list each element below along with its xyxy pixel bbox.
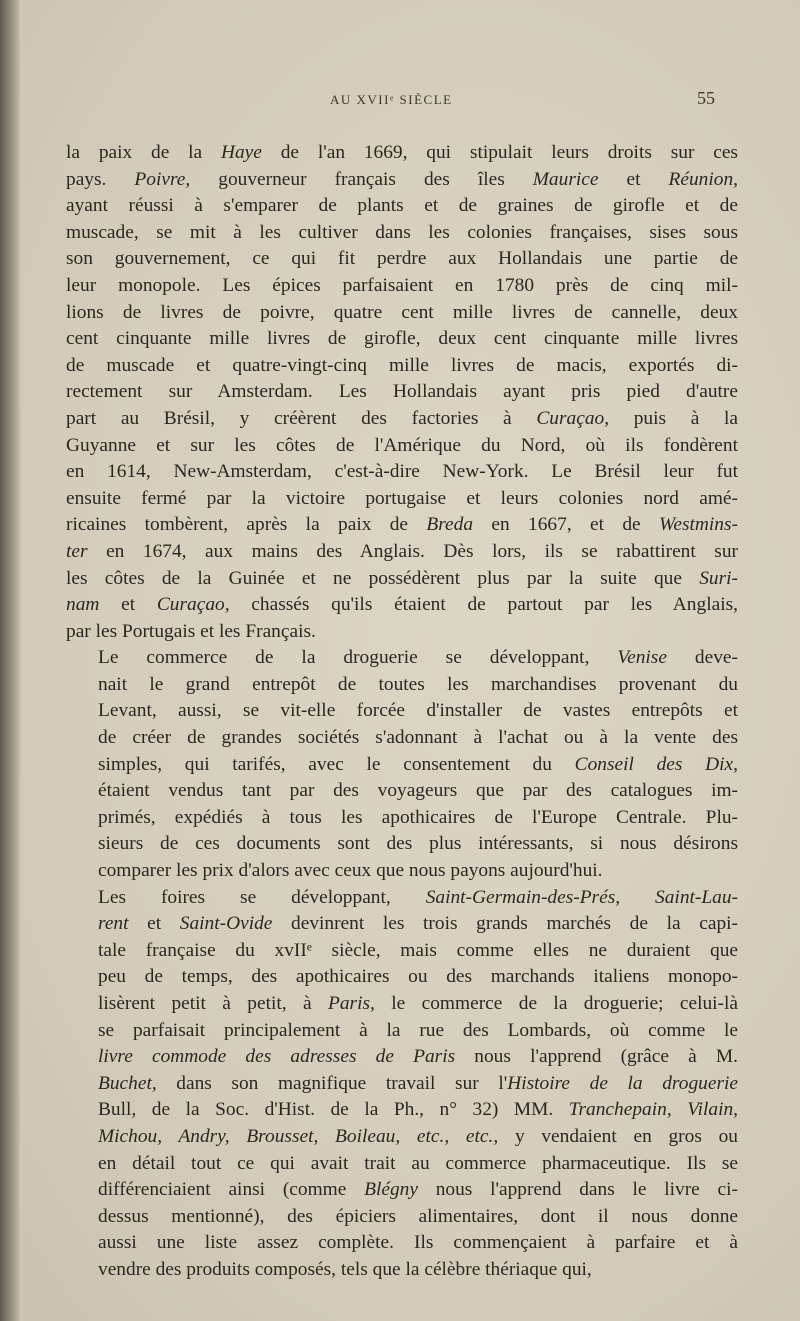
- text-line: ricaines tombèrent, après la paix de Breda en 1667, et de Westmins-: [66, 514, 739, 536]
- text-line: ter en 1674, aux mains des Anglais. Dès lors, ils se rabattirent sur: [66, 540, 738, 562]
- text-line: différenciaient ainsi (comme Blégny nous l'apprend dans le livre ci-: [98, 1179, 738, 1201]
- text-line: les côtes de la Guinée et ne possédèrent plus par la suite que Suri-: [66, 567, 738, 589]
- text-line: peu de temps, des apothicaires ou des marchands italiens monopo-: [98, 966, 738, 988]
- text-line: pays. Poivre, gouverneur français des îles Maurice et Réunion,: [66, 168, 738, 190]
- text-line: Levant, aussi, se vit-elle forcée d'installer de vastes entrepôts et: [98, 700, 738, 722]
- text-line: lions de livres de poivre, quatre cent mille livres de cannelle, deux: [66, 301, 738, 323]
- text-line: Michou, Andry, Brousset, Boileau, etc., etc., y vendaient en gros ou: [98, 1125, 738, 1147]
- text-line: ensuite fermé par la victoire portugaise et leurs colonies nord amé-: [66, 487, 738, 509]
- text-line: en détail tout ce qui avait trait au commerce pharmaceutique. Ils se: [98, 1152, 738, 1174]
- text-line: simples, qui tarifés, avec le consentement du Conseil des Dix,: [98, 753, 738, 775]
- text-line: muscade, se mit à les cultiver dans les colonies françaises, sises sous: [66, 221, 738, 243]
- body-text: [66, 140, 738, 1284]
- running-head-title: AU XVIIᵉ SIÈCLE: [330, 92, 453, 107]
- text-line: tale française du xvIIᵉ siècle, mais comme elles ne duraient que: [98, 939, 738, 961]
- text-line: la paix de la Haye de l'an 1669, qui stipulait leurs droits sur ces: [66, 142, 738, 163]
- text-line: se parfaisait principalement à la rue des Lombards, où comme le: [98, 1019, 738, 1041]
- page-number: 55: [697, 88, 715, 108]
- text-line: Buchet, dans son magnifique travail sur l'Histoire de la droguerie: [98, 1072, 738, 1094]
- paragraph: [66, 645, 738, 884]
- text-line: dessus mentionné), des épiciers alimentaires, dont il nous donne: [98, 1205, 738, 1227]
- text-line: rent et Saint-Ovide devinrent les trois grands marchés de la capi-: [98, 913, 738, 935]
- text-line: nait le grand entrepôt de toutes les marchandises provenant du: [98, 673, 738, 695]
- text-line: cent cinquante mille livres de girofle, deux cent cinquante mille livres: [66, 328, 738, 350]
- text-line: sieurs de ces documents sont des plus intéressants, si nous désirons: [98, 833, 738, 855]
- running-head: [0, 88, 800, 116]
- text-line: ayant réussi à s'emparer de plants et de graines de girofle et de: [66, 195, 738, 217]
- text-line: son gouvernement, ce qui fit perdre aux Hollandais une partie de: [66, 248, 738, 270]
- text-line: Les foires se développant, Saint-Germain-des-Prés, Saint-Lau-: [98, 886, 738, 908]
- text-line: en 1614, New-Amsterdam, c'est-à-dire New-York. Le Brésil leur fut: [66, 461, 738, 483]
- text-line: comparer les prix d'alors avec ceux que nous payons aujourd'hui.: [98, 860, 603, 882]
- text-line: de créer de grandes sociétés s'adonnant à l'achat ou à la vente des: [98, 727, 738, 749]
- text-line: lisèrent petit à petit, à Paris, le commerce de la droguerie; celui-là: [98, 993, 739, 1014]
- text-line: rectement sur Amsterdam. Les Hollandais ayant pris pied d'autre: [66, 381, 738, 403]
- text-line: vendre des produits composés, tels que la célèbre thériaque qui,: [98, 1258, 592, 1280]
- text-line: aussi une liste assez complète. Ils commençaient à parfaire et à: [98, 1232, 738, 1254]
- text-line: étaient vendus tant par des voyageurs que par des catalogues im-: [98, 780, 738, 802]
- paragraph: [66, 885, 738, 1284]
- text-line: leur monopole. Les épices parfaisaient en 1780 près de cinq mil-: [66, 274, 738, 296]
- book-spine-shadow: [0, 0, 22, 1321]
- text-line: primés, expédiés à tous les apothicaires de l'Europe Centrale. Plu-: [98, 806, 738, 828]
- text-line: Bull, de la Soc. d'Hist. de la Ph., n° 32) MM. Tranchepain, Vilain,: [98, 1099, 738, 1121]
- paragraph: [66, 140, 738, 645]
- text-line: nam et Curaçao, chassés qu'ils étaient de partout par les Anglais,: [66, 594, 738, 616]
- text-line: de muscade et quatre-vingt-cinq mille livres de macis, exportés di-: [66, 354, 738, 376]
- text-line: Le commerce de la droguerie se développant, Venise deve-: [98, 647, 738, 669]
- text-line: Guyanne et sur les côtes de l'Amérique du Nord, où ils fondèrent: [66, 434, 738, 456]
- text-line: par les Portugais et les Français.: [66, 620, 316, 642]
- text-line: part au Brésil, y créèrent des factories à Curaçao, puis à la: [66, 407, 739, 429]
- text-line: livre commode des adresses de Paris nous l'apprend (grâce à M.: [98, 1046, 738, 1068]
